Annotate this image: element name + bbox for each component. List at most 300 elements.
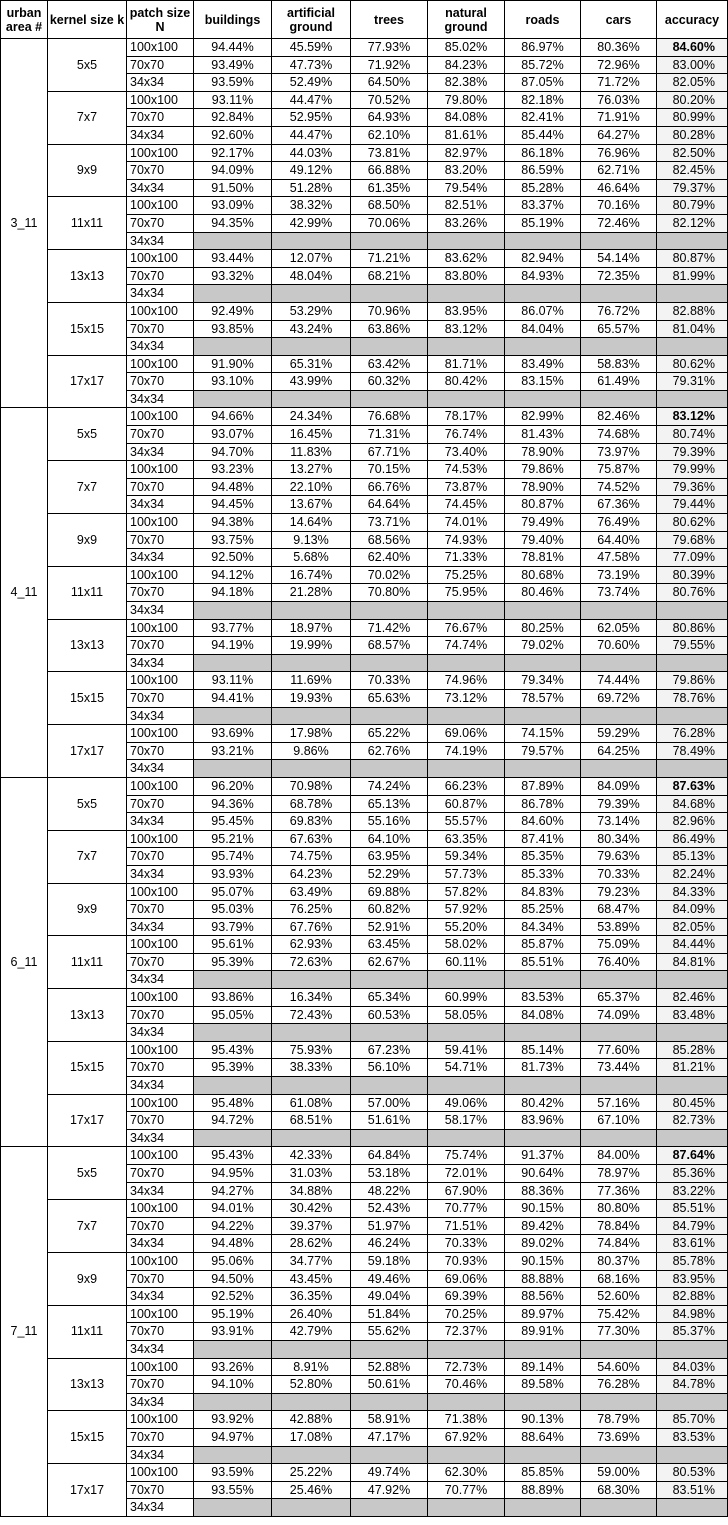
- trees-cell: 60.53%: [351, 1006, 428, 1024]
- cars-cell: 76.03%: [581, 91, 657, 109]
- trees-cell: 66.76%: [351, 478, 428, 496]
- kernel-size-cell: 9x9: [48, 883, 127, 936]
- artificial-ground-cell: 22.10%: [272, 478, 351, 496]
- kernel-size-cell: 7x7: [48, 461, 127, 514]
- artificial-ground-cell: 64.23%: [272, 865, 351, 883]
- buildings-cell: 95.43%: [194, 1041, 272, 1059]
- trees-cell: 51.97%: [351, 1217, 428, 1235]
- kernel-size-cell: 11x11: [48, 1305, 127, 1358]
- accuracy-cell: 82.24%: [657, 865, 728, 883]
- accuracy-cell: 79.99%: [657, 461, 728, 479]
- artificial-ground-cell: 13.67%: [272, 496, 351, 514]
- empty-cell: [581, 232, 657, 250]
- natural-ground-cell: 73.12%: [428, 689, 505, 707]
- artificial-ground-cell: 74.75%: [272, 848, 351, 866]
- buildings-cell: 95.43%: [194, 1147, 272, 1165]
- natural-ground-cell: 67.90%: [428, 1182, 505, 1200]
- roads-cell: 85.14%: [505, 1041, 581, 1059]
- trees-cell: 65.34%: [351, 989, 428, 1007]
- cars-cell: 80.36%: [581, 39, 657, 57]
- artificial-ground-cell: 25.46%: [272, 1481, 351, 1499]
- natural-ground-cell: 67.92%: [428, 1428, 505, 1446]
- cars-cell: 76.28%: [581, 1376, 657, 1394]
- patch-size-cell: 100x100: [127, 408, 194, 426]
- natural-ground-cell: 60.87%: [428, 795, 505, 813]
- accuracy-cell: 84.44%: [657, 936, 728, 954]
- patch-size-cell: 34x34: [127, 813, 194, 831]
- artificial-ground-cell: 26.40%: [272, 1305, 351, 1323]
- cars-cell: 76.40%: [581, 953, 657, 971]
- table-row: [1, 514, 728, 532]
- accuracy-cell: 86.49%: [657, 830, 728, 848]
- accuracy-cell: 80.53%: [657, 1464, 728, 1482]
- empty-cell: [581, 602, 657, 620]
- buildings-cell: 92.17%: [194, 144, 272, 162]
- buildings-cell: 93.55%: [194, 1481, 272, 1499]
- cars-cell: 80.37%: [581, 1252, 657, 1270]
- natural-ground-cell: 83.80%: [428, 267, 505, 285]
- patch-size-cell: 34x34: [127, 1288, 194, 1306]
- natural-ground-cell: 79.54%: [428, 179, 505, 197]
- accuracy-cell: 83.48%: [657, 1006, 728, 1024]
- patch-size-cell: 70x70: [127, 953, 194, 971]
- cars-cell: 76.96%: [581, 144, 657, 162]
- patch-size-cell: 100x100: [127, 725, 194, 743]
- kernel-size-cell: 7x7: [48, 830, 127, 883]
- natural-ground-cell: 63.35%: [428, 830, 505, 848]
- kernel-size-cell: 15x15: [48, 1411, 127, 1464]
- header-urban-area: urban area #: [1, 1, 48, 39]
- patch-size-cell: 34x34: [127, 1235, 194, 1253]
- artificial-ground-cell: 44.03%: [272, 144, 351, 162]
- natural-ground-cell: 74.53%: [428, 461, 505, 479]
- buildings-cell: 94.48%: [194, 1235, 272, 1253]
- roads-cell: 84.04%: [505, 320, 581, 338]
- natural-ground-cell: 59.34%: [428, 848, 505, 866]
- urban-area-cell: 7_11: [1, 1147, 48, 1516]
- cars-cell: 75.42%: [581, 1305, 657, 1323]
- buildings-cell: 94.22%: [194, 1217, 272, 1235]
- buildings-cell: 93.44%: [194, 250, 272, 268]
- roads-cell: 82.18%: [505, 91, 581, 109]
- empty-cell: [505, 1340, 581, 1358]
- buildings-cell: 94.97%: [194, 1428, 272, 1446]
- roads-cell: 86.18%: [505, 144, 581, 162]
- buildings-cell: 92.60%: [194, 126, 272, 144]
- patch-size-cell: 100x100: [127, 302, 194, 320]
- table-row: [1, 91, 728, 109]
- empty-cell: [428, 1499, 505, 1517]
- accuracy-cell: 79.39%: [657, 443, 728, 461]
- trees-cell: 70.96%: [351, 302, 428, 320]
- table-row: [1, 1305, 728, 1323]
- artificial-ground-cell: 25.22%: [272, 1464, 351, 1482]
- empty-cell: [581, 1129, 657, 1147]
- empty-cell: [351, 1340, 428, 1358]
- natural-ground-cell: 74.01%: [428, 514, 505, 532]
- natural-ground-cell: 73.87%: [428, 478, 505, 496]
- kernel-size-cell: 15x15: [48, 672, 127, 725]
- table-row: [1, 883, 728, 901]
- empty-cell: [194, 760, 272, 778]
- artificial-ground-cell: 63.49%: [272, 883, 351, 901]
- trees-cell: 70.52%: [351, 91, 428, 109]
- table-row: [1, 1358, 728, 1376]
- empty-cell: [194, 602, 272, 620]
- empty-cell: [351, 707, 428, 725]
- trees-cell: 71.31%: [351, 426, 428, 444]
- empty-cell: [351, 1129, 428, 1147]
- artificial-ground-cell: 65.31%: [272, 355, 351, 373]
- natural-ground-cell: 49.06%: [428, 1094, 505, 1112]
- empty-cell: [272, 602, 351, 620]
- header-cars: cars: [581, 1, 657, 39]
- buildings-cell: 93.11%: [194, 91, 272, 109]
- natural-ground-cell: 84.23%: [428, 56, 505, 74]
- patch-size-cell: 100x100: [127, 355, 194, 373]
- empty-cell: [581, 1446, 657, 1464]
- buildings-cell: 93.77%: [194, 619, 272, 637]
- trees-cell: 65.63%: [351, 689, 428, 707]
- roads-cell: 78.57%: [505, 689, 581, 707]
- artificial-ground-cell: 67.76%: [272, 918, 351, 936]
- kernel-size-cell: 15x15: [48, 302, 127, 355]
- buildings-cell: 96.20%: [194, 777, 272, 795]
- roads-cell: 88.64%: [505, 1428, 581, 1446]
- natural-ground-cell: 75.74%: [428, 1147, 505, 1165]
- kernel-size-cell: 11x11: [48, 197, 127, 250]
- empty-cell: [194, 1077, 272, 1095]
- accuracy-cell: 83.61%: [657, 1235, 728, 1253]
- roads-cell: 79.57%: [505, 742, 581, 760]
- natural-ground-cell: 74.45%: [428, 496, 505, 514]
- cars-cell: 76.72%: [581, 302, 657, 320]
- artificial-ground-cell: 8.91%: [272, 1358, 351, 1376]
- empty-cell: [428, 232, 505, 250]
- roads-cell: 85.85%: [505, 1464, 581, 1482]
- accuracy-cell: 83.12%: [657, 408, 728, 426]
- roads-cell: 85.87%: [505, 936, 581, 954]
- trees-cell: 77.93%: [351, 39, 428, 57]
- roads-cell: 78.90%: [505, 478, 581, 496]
- roads-cell: 84.08%: [505, 1006, 581, 1024]
- empty-cell: [272, 760, 351, 778]
- artificial-ground-cell: 24.34%: [272, 408, 351, 426]
- empty-cell: [351, 1446, 428, 1464]
- trees-cell: 51.61%: [351, 1112, 428, 1130]
- empty-cell: [428, 390, 505, 408]
- natural-ground-cell: 60.99%: [428, 989, 505, 1007]
- natural-ground-cell: 57.73%: [428, 865, 505, 883]
- trees-cell: 71.21%: [351, 250, 428, 268]
- kernel-size-cell: 11x11: [48, 936, 127, 989]
- natural-ground-cell: 74.19%: [428, 742, 505, 760]
- buildings-cell: 93.09%: [194, 197, 272, 215]
- buildings-cell: 94.12%: [194, 566, 272, 584]
- natural-ground-cell: 76.74%: [428, 426, 505, 444]
- empty-cell: [194, 707, 272, 725]
- accuracy-cell: 84.68%: [657, 795, 728, 813]
- kernel-size-cell: 5x5: [48, 777, 127, 830]
- cars-cell: 70.16%: [581, 197, 657, 215]
- accuracy-cell: 80.76%: [657, 584, 728, 602]
- trees-cell: 71.42%: [351, 619, 428, 637]
- trees-cell: 63.95%: [351, 848, 428, 866]
- empty-cell: [272, 1340, 351, 1358]
- accuracy-cell: 84.60%: [657, 39, 728, 57]
- accuracy-cell: 76.28%: [657, 725, 728, 743]
- empty-cell: [351, 390, 428, 408]
- table-row: [1, 1147, 728, 1165]
- empty-cell: [657, 1340, 728, 1358]
- buildings-cell: 95.45%: [194, 813, 272, 831]
- patch-size-cell: 70x70: [127, 426, 194, 444]
- natural-ground-cell: 83.20%: [428, 162, 505, 180]
- trees-cell: 49.04%: [351, 1288, 428, 1306]
- cars-cell: 77.36%: [581, 1182, 657, 1200]
- empty-cell: [581, 760, 657, 778]
- natural-ground-cell: 83.12%: [428, 320, 505, 338]
- patch-size-cell: 34x34: [127, 1340, 194, 1358]
- accuracy-cell: 80.20%: [657, 91, 728, 109]
- roads-cell: 80.87%: [505, 496, 581, 514]
- empty-cell: [272, 338, 351, 356]
- empty-cell: [428, 1024, 505, 1042]
- accuracy-cell: 79.68%: [657, 531, 728, 549]
- accuracy-cell: 87.64%: [657, 1147, 728, 1165]
- patch-size-cell: 100x100: [127, 936, 194, 954]
- artificial-ground-cell: 38.32%: [272, 197, 351, 215]
- patch-size-cell: 70x70: [127, 214, 194, 232]
- empty-cell: [194, 285, 272, 303]
- kernel-size-cell: 13x13: [48, 989, 127, 1042]
- buildings-cell: 93.23%: [194, 461, 272, 479]
- artificial-ground-cell: 16.45%: [272, 426, 351, 444]
- empty-cell: [657, 232, 728, 250]
- patch-size-cell: 100x100: [127, 514, 194, 532]
- empty-cell: [428, 1340, 505, 1358]
- patch-size-cell: 100x100: [127, 830, 194, 848]
- table-row: [1, 1041, 728, 1059]
- roads-cell: 83.37%: [505, 197, 581, 215]
- trees-cell: 56.10%: [351, 1059, 428, 1077]
- accuracy-cell: 79.86%: [657, 672, 728, 690]
- trees-cell: 70.15%: [351, 461, 428, 479]
- cars-cell: 68.47%: [581, 901, 657, 919]
- kernel-size-cell: 17x17: [48, 725, 127, 778]
- trees-cell: 51.84%: [351, 1305, 428, 1323]
- table-row: [1, 1200, 728, 1218]
- patch-size-cell: 70x70: [127, 1270, 194, 1288]
- artificial-ground-cell: 42.88%: [272, 1411, 351, 1429]
- accuracy-cell: 80.39%: [657, 566, 728, 584]
- natural-ground-cell: 76.67%: [428, 619, 505, 637]
- header-accuracy: accuracy: [657, 1, 728, 39]
- kernel-size-cell: 9x9: [48, 144, 127, 197]
- roads-cell: 87.89%: [505, 777, 581, 795]
- natural-ground-cell: 75.95%: [428, 584, 505, 602]
- patch-size-cell: 34x34: [127, 1446, 194, 1464]
- roads-cell: 88.36%: [505, 1182, 581, 1200]
- buildings-cell: 93.07%: [194, 426, 272, 444]
- header-artificial-ground: artificial ground: [272, 1, 351, 39]
- buildings-cell: 93.11%: [194, 672, 272, 690]
- empty-cell: [351, 971, 428, 989]
- cars-cell: 78.79%: [581, 1411, 657, 1429]
- accuracy-cell: 78.76%: [657, 689, 728, 707]
- empty-cell: [581, 285, 657, 303]
- cars-cell: 73.19%: [581, 566, 657, 584]
- buildings-cell: 94.38%: [194, 514, 272, 532]
- empty-cell: [657, 971, 728, 989]
- cars-cell: 70.60%: [581, 637, 657, 655]
- empty-cell: [272, 285, 351, 303]
- artificial-ground-cell: 34.77%: [272, 1252, 351, 1270]
- natural-ground-cell: 72.73%: [428, 1358, 505, 1376]
- patch-size-cell: 70x70: [127, 1112, 194, 1130]
- artificial-ground-cell: 62.93%: [272, 936, 351, 954]
- patch-size-cell: 100x100: [127, 1252, 194, 1270]
- buildings-cell: 93.85%: [194, 320, 272, 338]
- buildings-cell: 95.05%: [194, 1006, 272, 1024]
- accuracy-cell: 84.98%: [657, 1305, 728, 1323]
- accuracy-cell: 85.36%: [657, 1165, 728, 1183]
- empty-cell: [194, 1024, 272, 1042]
- patch-size-cell: 100x100: [127, 1147, 194, 1165]
- trees-cell: 70.02%: [351, 566, 428, 584]
- trees-cell: 50.61%: [351, 1376, 428, 1394]
- accuracy-cell: 81.99%: [657, 267, 728, 285]
- empty-cell: [657, 654, 728, 672]
- patch-size-cell: 70x70: [127, 1376, 194, 1394]
- patch-size-cell: 100x100: [127, 1041, 194, 1059]
- roads-cell: 83.53%: [505, 989, 581, 1007]
- patch-size-cell: 100x100: [127, 619, 194, 637]
- patch-size-cell: 100x100: [127, 777, 194, 795]
- artificial-ground-cell: 76.25%: [272, 901, 351, 919]
- buildings-cell: 94.50%: [194, 1270, 272, 1288]
- empty-cell: [428, 654, 505, 672]
- natural-ground-cell: 79.80%: [428, 91, 505, 109]
- trees-cell: 62.67%: [351, 953, 428, 971]
- natural-ground-cell: 54.71%: [428, 1059, 505, 1077]
- buildings-cell: 94.19%: [194, 637, 272, 655]
- natural-ground-cell: 55.57%: [428, 813, 505, 831]
- trees-cell: 68.57%: [351, 637, 428, 655]
- table-row: [1, 619, 728, 637]
- roads-cell: 82.94%: [505, 250, 581, 268]
- kernel-size-cell: 13x13: [48, 250, 127, 303]
- empty-cell: [194, 390, 272, 408]
- buildings-cell: 95.48%: [194, 1094, 272, 1112]
- artificial-ground-cell: 49.12%: [272, 162, 351, 180]
- cars-cell: 75.87%: [581, 461, 657, 479]
- natural-ground-cell: 70.25%: [428, 1305, 505, 1323]
- header-patch-size: patch size N: [127, 1, 194, 39]
- trees-cell: 52.91%: [351, 918, 428, 936]
- trees-cell: 64.64%: [351, 496, 428, 514]
- buildings-cell: 94.70%: [194, 443, 272, 461]
- patch-size-cell: 34x34: [127, 126, 194, 144]
- roads-cell: 86.97%: [505, 39, 581, 57]
- cars-cell: 73.14%: [581, 813, 657, 831]
- empty-cell: [657, 707, 728, 725]
- patch-size-cell: 100x100: [127, 566, 194, 584]
- trees-cell: 68.21%: [351, 267, 428, 285]
- trees-cell: 59.18%: [351, 1252, 428, 1270]
- trees-cell: 55.62%: [351, 1323, 428, 1341]
- artificial-ground-cell: 13.27%: [272, 461, 351, 479]
- artificial-ground-cell: 69.83%: [272, 813, 351, 831]
- accuracy-cell: 85.13%: [657, 848, 728, 866]
- kernel-size-cell: 17x17: [48, 355, 127, 408]
- natural-ground-cell: 69.06%: [428, 1270, 505, 1288]
- roads-cell: 84.93%: [505, 267, 581, 285]
- patch-size-cell: 34x34: [127, 1393, 194, 1411]
- cars-cell: 47.58%: [581, 549, 657, 567]
- empty-cell: [272, 1393, 351, 1411]
- roads-cell: 87.41%: [505, 830, 581, 848]
- accuracy-cell: 79.36%: [657, 478, 728, 496]
- natural-ground-cell: 57.92%: [428, 901, 505, 919]
- buildings-cell: 93.75%: [194, 531, 272, 549]
- urban-area-cell: 6_11: [1, 777, 48, 1146]
- cars-cell: 74.68%: [581, 426, 657, 444]
- trees-cell: 47.92%: [351, 1481, 428, 1499]
- roads-cell: 83.96%: [505, 1112, 581, 1130]
- empty-cell: [505, 971, 581, 989]
- roads-cell: 80.42%: [505, 1094, 581, 1112]
- cars-cell: 84.09%: [581, 777, 657, 795]
- roads-cell: 79.40%: [505, 531, 581, 549]
- artificial-ground-cell: 17.08%: [272, 1428, 351, 1446]
- patch-size-cell: 34x34: [127, 760, 194, 778]
- patch-size-cell: 70x70: [127, 848, 194, 866]
- buildings-cell: 93.79%: [194, 918, 272, 936]
- empty-cell: [428, 1129, 505, 1147]
- patch-size-cell: 34x34: [127, 285, 194, 303]
- patch-size-cell: 34x34: [127, 971, 194, 989]
- artificial-ground-cell: 12.07%: [272, 250, 351, 268]
- cars-cell: 54.60%: [581, 1358, 657, 1376]
- empty-cell: [657, 1077, 728, 1095]
- empty-cell: [351, 602, 428, 620]
- table-row: [1, 725, 728, 743]
- cars-cell: 54.14%: [581, 250, 657, 268]
- kernel-size-cell: 17x17: [48, 1464, 127, 1517]
- artificial-ground-cell: 61.08%: [272, 1094, 351, 1112]
- artificial-ground-cell: 18.97%: [272, 619, 351, 637]
- empty-cell: [505, 760, 581, 778]
- roads-cell: 80.68%: [505, 566, 581, 584]
- empty-cell: [657, 285, 728, 303]
- patch-size-cell: 100x100: [127, 989, 194, 1007]
- roads-cell: 90.15%: [505, 1200, 581, 1218]
- roads-cell: 81.43%: [505, 426, 581, 444]
- empty-cell: [351, 1077, 428, 1095]
- roads-cell: 85.25%: [505, 901, 581, 919]
- empty-cell: [194, 1393, 272, 1411]
- natural-ground-cell: 82.97%: [428, 144, 505, 162]
- header-trees: trees: [351, 1, 428, 39]
- buildings-cell: 93.49%: [194, 56, 272, 74]
- patch-size-cell: 100x100: [127, 91, 194, 109]
- empty-cell: [351, 1393, 428, 1411]
- kernel-size-cell: 15x15: [48, 1041, 127, 1094]
- accuracy-cell: 80.87%: [657, 250, 728, 268]
- patch-size-cell: 34x34: [127, 918, 194, 936]
- urban-area-cell: 4_11: [1, 408, 48, 777]
